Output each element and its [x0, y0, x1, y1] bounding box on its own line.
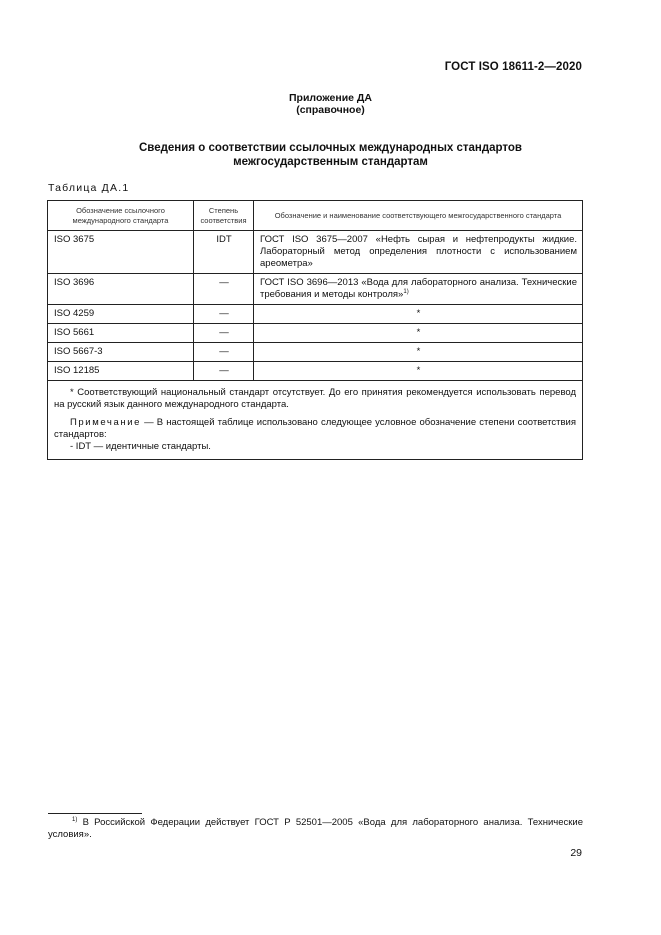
cell-standard: *: [254, 305, 583, 324]
table-footer-row: [48, 381, 583, 460]
cell-ref: ISO 3675: [48, 231, 194, 274]
cell-ref: ISO 12185: [48, 362, 194, 381]
table-caption: Таблица ДА.1: [48, 182, 130, 194]
note-item: - IDT — идентичные стандарты.: [70, 441, 211, 452]
appendix-subtitle: (справочное): [296, 104, 365, 116]
footnote-mark: 1): [72, 817, 78, 823]
table-note: [54, 417, 576, 441]
table-row: [48, 362, 583, 381]
document-code: ГОСТ ISO 18611-2—2020: [444, 61, 582, 73]
cell-degree: —: [194, 305, 254, 324]
cell-degree: IDT: [194, 231, 254, 274]
cell-degree: —: [194, 362, 254, 381]
cell-degree: —: [194, 324, 254, 343]
table-row: [48, 274, 583, 305]
cell-ref: ISO 3696: [48, 274, 194, 305]
header-degree: Степень соответствия: [194, 201, 254, 231]
footnote-ref-mark: 1): [403, 289, 409, 295]
cell-standard: *: [254, 324, 583, 343]
cell-standard-text: ГОСТ ISO 3696—2013 «Вода для лабораторного анализа. Технические требования и методы контроля»: [260, 277, 577, 300]
section-title-line2: межгосударственным стандартам: [233, 156, 428, 168]
cell-ref: ISO 5667-3: [48, 343, 194, 362]
cell-ref: ISO 4259: [48, 305, 194, 324]
header-ref-standard: Обозначение ссылочного международного стандарта: [48, 201, 194, 231]
page-number: 29: [570, 847, 582, 859]
correspondence-table: [47, 200, 583, 460]
footnote: [48, 817, 583, 841]
note-text: — В настоящей таблице использовано следующее условное обозначение степени соответствия стандартов:: [54, 417, 576, 440]
appendix-title: Приложение ДА: [289, 92, 372, 104]
cell-standard: [254, 274, 583, 305]
cell-degree: —: [194, 274, 254, 305]
table-header-row: [48, 201, 583, 231]
table-notes: [48, 381, 583, 460]
cell-ref: ISO 5661: [48, 324, 194, 343]
header-interstate-standard: Обозначение и наименование соответствующего межгосударственного стандарта: [254, 201, 583, 231]
footnote-text: В Российской Федерации действует ГОСТ Р 52501—2005 «Вода для лабораторного анализа. Технические условия».: [48, 817, 583, 840]
asterisk-note: * Соответствующий национальный стандарт отсутствует. До его принятия рекомендуется использовать перевод на русский язык данного международного стандарта.: [54, 387, 576, 410]
cell-standard: ГОСТ ISO 3675—2007 «Нефть сырая и нефтепродукты жидкие. Лабораторный метод определения плотности с использованием ареометра»: [254, 231, 583, 274]
table-row: [48, 343, 583, 362]
table-row: [48, 231, 583, 274]
table-row: [48, 324, 583, 343]
cell-degree: —: [194, 343, 254, 362]
section-title-line1: Сведения о соответствии ссылочных международных стандартов: [138, 142, 522, 154]
cell-standard: *: [254, 362, 583, 381]
table-row: [48, 305, 583, 324]
footnote-separator: [48, 813, 142, 814]
note-label: Примечание: [70, 417, 141, 428]
cell-standard: *: [254, 343, 583, 362]
